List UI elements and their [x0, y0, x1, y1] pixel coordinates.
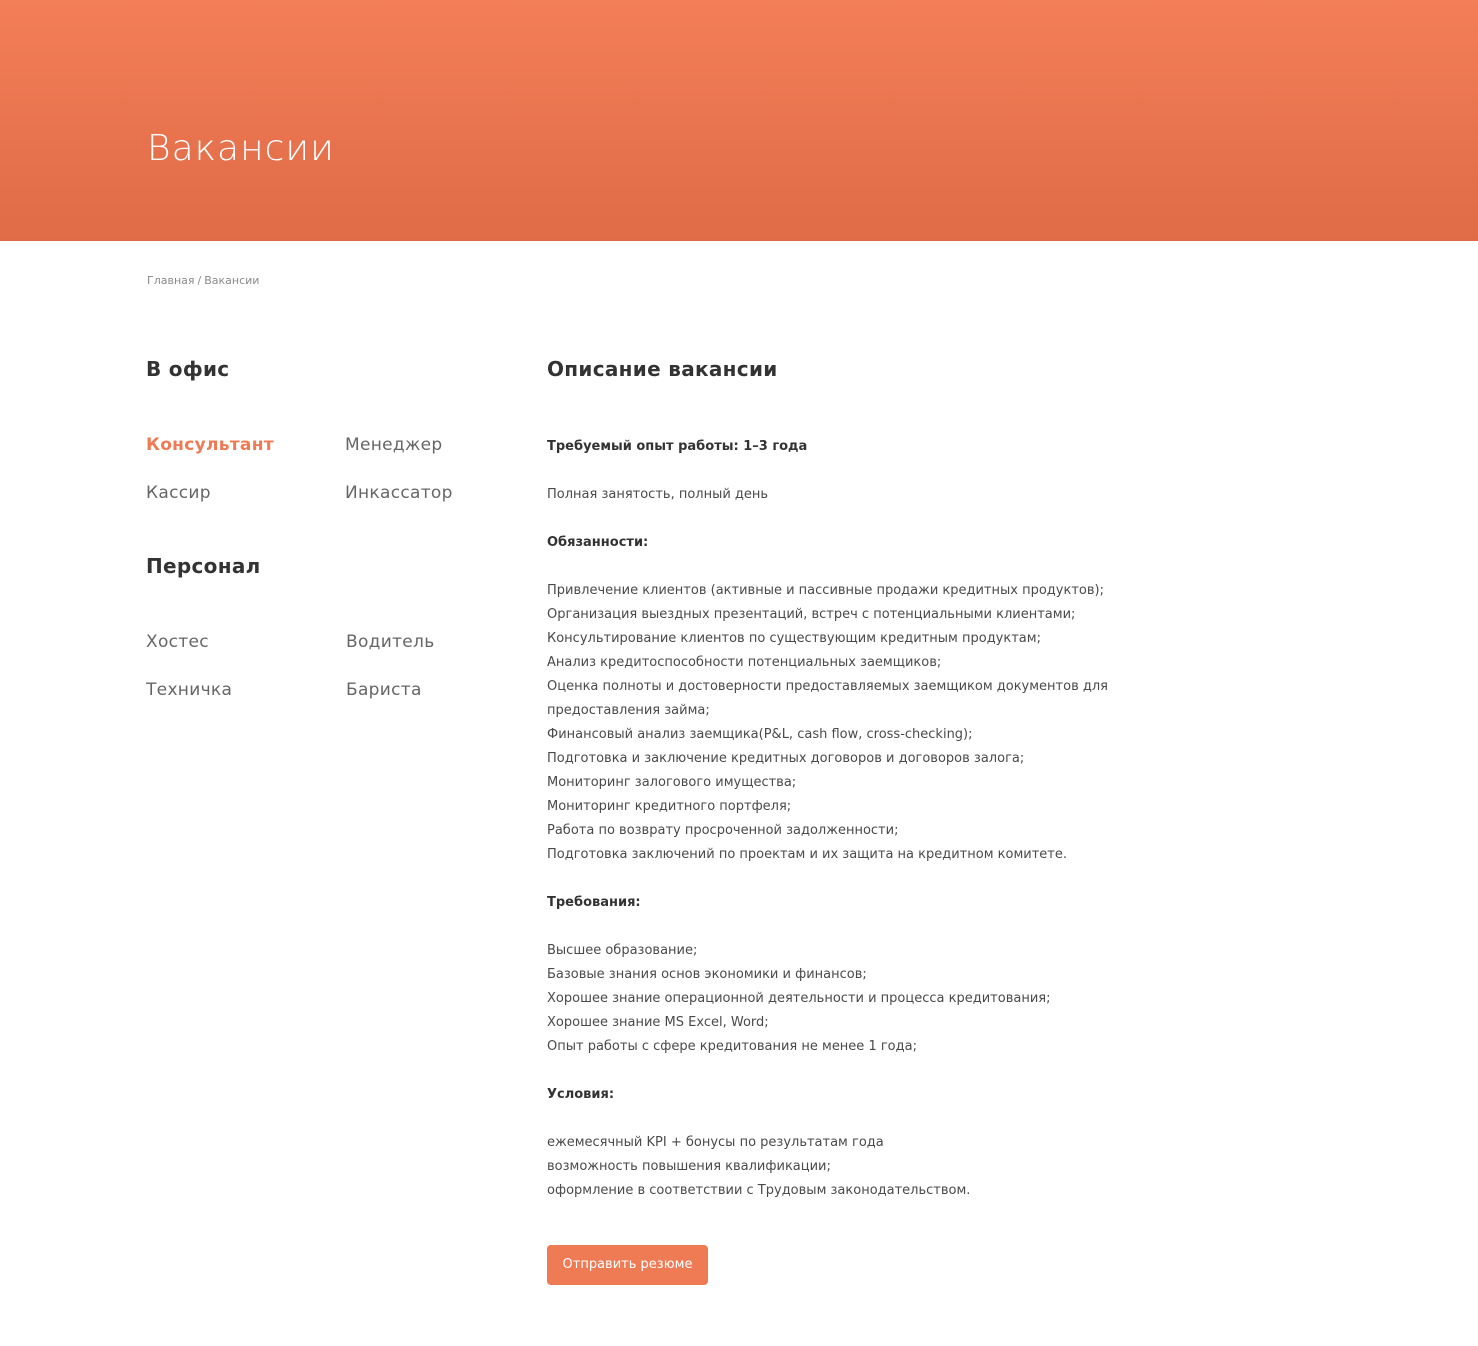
list-item: Организация выездных презентаций, встреч с потенциальными клиентами;: [547, 607, 1076, 622]
list-item: Мониторинг кредитного портфеля;: [547, 799, 792, 814]
list-item: Финансовый анализ заемщика(P&L, cash flow, cross-checking);: [547, 727, 973, 742]
job-link-consultant[interactable]: Консультант: [146, 435, 274, 455]
page-title: Вакансии: [147, 128, 335, 169]
list-item: Высшее образование;: [547, 943, 698, 958]
job-link-manager[interactable]: Менеджер: [345, 435, 443, 455]
job-link-driver[interactable]: Водитель: [346, 632, 435, 652]
list-item: Анализ кредитоспособности потенциальных заемщиков;: [547, 655, 942, 670]
employment-text: Полная занятость, полный день: [547, 487, 769, 502]
list-item: Хорошее знание операционной деятельности и процесса кредитования;: [547, 991, 1051, 1006]
staff-jobs-heading: Персонал: [146, 554, 261, 578]
list-item: Базовые знания основ экономики и финансов;: [547, 967, 867, 982]
breadcrumb-separator: /: [197, 274, 202, 287]
job-link-hostess[interactable]: Хостес: [146, 632, 209, 652]
duties-title-text: Обязанности:: [547, 535, 649, 550]
breadcrumb-home-link[interactable]: Главная: [147, 274, 195, 287]
list-item: Подготовка заключений по проектам и их защита на кредитном комитете.: [547, 847, 1067, 862]
list-item: Опыт работы с сфере кредитования не менее 1 года;: [547, 1039, 917, 1054]
send-resume-button[interactable]: Отправить резюме: [547, 1245, 708, 1285]
job-link-collector[interactable]: Инкассатор: [345, 483, 453, 503]
conditions-title: [547, 1083, 1187, 1107]
list-item: возможность повышения квалификации;: [547, 1159, 831, 1174]
office-jobs-heading: В офис: [146, 357, 230, 381]
duties-title: [547, 531, 1187, 555]
duties-list: [547, 579, 1187, 867]
job-link-cleaner[interactable]: Техничка: [146, 680, 233, 700]
page-header-banner: [0, 0, 1478, 241]
list-item: Подготовка и заключение кредитных договоров и договоров залога;: [547, 751, 1025, 766]
employment-type: [547, 483, 1187, 507]
list-item: Мониторинг залогового имущества;: [547, 775, 797, 790]
conditions-title-text: Условия:: [547, 1087, 615, 1102]
list-item: Работа по возврату просроченной задолженности;: [547, 823, 899, 838]
job-link-cashier[interactable]: Кассир: [146, 483, 211, 503]
list-item: Привлечение клиентов (активные и пассивные продажи кредитных продуктов);: [547, 583, 1104, 598]
vacancy-description-heading: Описание вакансии: [547, 357, 778, 381]
requirements-title: [547, 891, 1187, 915]
experience-text: Требуемый опыт работы: 1–3 года: [547, 439, 808, 454]
list-item: Хорошее знание MS Excel, Word;: [547, 1015, 769, 1030]
requirements-title-text: Требования:: [547, 895, 641, 910]
list-item: Консультирование клиентов по существующим кредитным продуктам;: [547, 631, 1041, 646]
experience-required: [547, 435, 1187, 459]
requirements-list: [547, 939, 1187, 1059]
list-item: оформление в соответствии с Трудовым законодательством.: [547, 1183, 971, 1198]
list-item: ежемесячный KPI + бонусы по результатам года: [547, 1135, 884, 1150]
conditions-list: [547, 1131, 1187, 1203]
list-item: Оценка полноты и достоверности предоставляемых заемщиком документов для предоставления займа;: [547, 679, 1108, 718]
job-link-barista[interactable]: Бариста: [346, 680, 422, 700]
breadcrumb-current: Вакансии: [204, 274, 260, 287]
breadcrumb: [147, 273, 259, 289]
